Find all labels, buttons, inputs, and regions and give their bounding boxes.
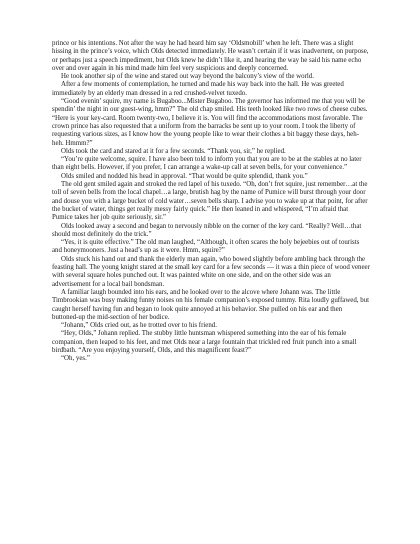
paragraph: “Oh, yes.” <box>61 355 90 363</box>
paragraph: Olds stuck his hand out and thank the elderly man again, who bowed slightly before ambling back through the feasting hall. The young knight stared at the small key card for a few seconds — it was a thin piece of wood veneer with several square holes punched out. It was painted white on one side, and on the other side was an advertisement for a local bail bondsman. <box>52 255 370 288</box>
paragraph: After a few moments of contemplation, he turned and made his way back into the hall. He was greeted immediately by an elderly man dressed in a red crushed-velvet tuxedo. <box>52 81 344 97</box>
paragraph: prince or his intentions. Not after the way he had heard him say ‘Oldsmobill’ when he left. There was a slight hissing in the prince’s voice, which Olds detected immediately. He wasn’t certain if it was inadvertent, on purpose, or perhaps just a speech impediment, but Olds knew he didn’t like it, and hearing the way he said his name echo over and over again in his mind made him feel very suspicious and deeply concerned. <box>52 40 369 72</box>
paragraph: “Hey, Olds,” Johann replied. The stubby little huntsman whispered something into the ear of his female companion, then leaped to his feet, and met Olds near a large fountain that trickled red fruit punch into a small birdbath. “Are you enjoying yourself, Olds, and this magnificent feast?” <box>52 330 357 354</box>
paragraph: “Yes, it is quite effective.” The old man laughed, “Although, it often scares the holy bejeebies out of tourists and honeymooners. Just a head’s up as it were. Hmm, squire?” <box>52 239 360 255</box>
paragraph: Olds smiled and nodded his head in approval. “That would be quite splendid, thank you.” <box>61 172 308 180</box>
paragraph: A familiar laugh bounded into his ears, and he looked over to the alcove where Johann was. The little Timbrookian was busy making funny noises on his female companion’s exposed tummy. Rita loudly guffawed, but caught herself having fun and began to look quite annoyed at his behavior. She pulled on his ear and then buttoned-up the mid-section of her bodice. <box>52 288 370 321</box>
paragraph: Olds took the card and stared at it for a few seconds. “Thank you, sir,” he replied. <box>61 147 286 155</box>
paragraph: “Good evenin’ squire, my name is Bugaboo...Mister Bugaboo. The governor has informed me that you will be spendin’ the night in our guest-wing, hmm?” The old chap smiled. His teeth looked like two rows of cheese cubes. “Here is your key-card. Room twenty-two, I believe it is. You will find the accommodations most favorable. The crown prince has also requested that a uniform from the barracks be sent up to your room. I took the liberty of requesting various sizes, as I know how the young people like to wear their clothes a bit baggy these days, heh-heh. Hmmm?” <box>52 98 368 147</box>
paragraph: “Johann,” Olds cried out, as he trotted over to his friend. <box>61 322 217 330</box>
paragraph: Olds looked away a second and began to nervously nibble on the corner of the key card. “Really? Well…that should most definitely do the trick.” <box>52 222 362 238</box>
paragraph: He took another sip of the wine and stared out way beyond the balcony’s view of the world. <box>61 73 314 81</box>
paragraph: The old gent smiled again and stroked the red lapel of his tuxedo. “Oh, don’t fret squire, just remember…at the toll of seven bells from the local chapel…a large, brutish hag by the name of Pumice will burst through your door and douse you with a large bucket of cold water…seven bells sharp. I advise you to wake up at that point, for after the bucket of water, things get really messy fairly quick.” He then leaned in and whispered, “I’m afraid that Pumice takes her job quite seriously, sir.” <box>52 181 368 222</box>
document-page <box>52 40 370 364</box>
paragraph: “You’re quite welcome, squire. I have also been told to inform you that you are to be at the stables at no later than eight bells. However, if you prefer, I can arrange a wake-up call at seven bells, for your convenience.” <box>52 156 362 172</box>
